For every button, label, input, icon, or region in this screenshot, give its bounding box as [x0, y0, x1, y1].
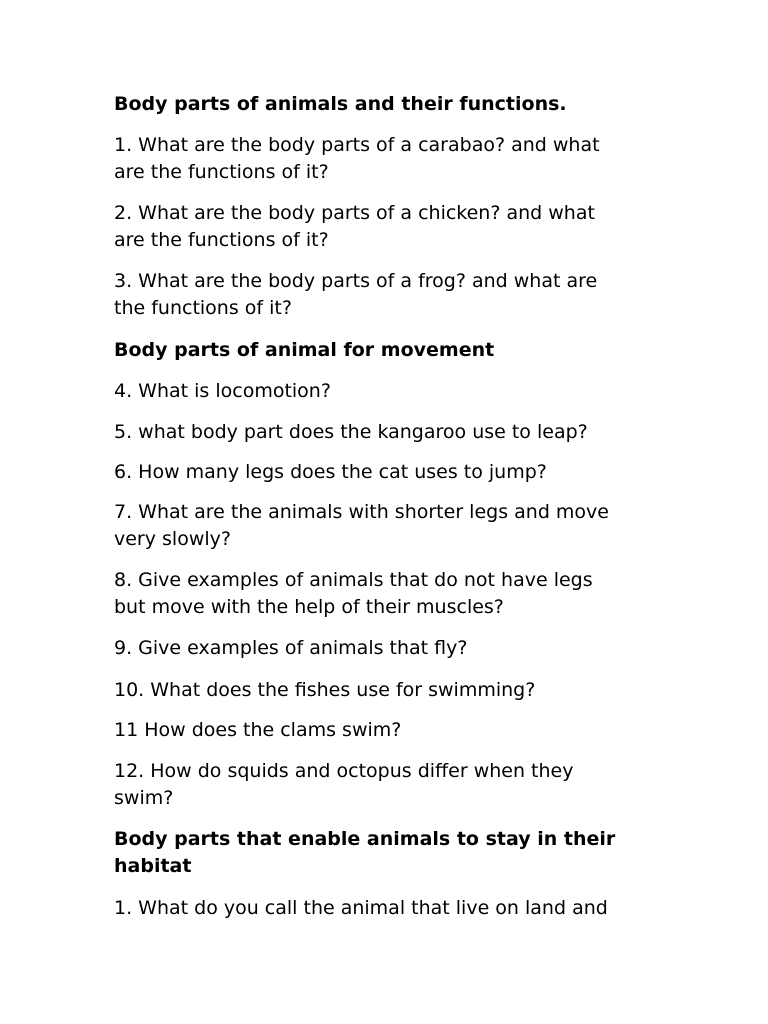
question-1-line-2: are the functions of it?	[114, 161, 329, 183]
question-6: 6. How many legs does the cat uses to jump?	[114, 461, 547, 483]
question-9: 9. Give examples of animals that fly?	[114, 637, 468, 659]
section-heading-habitat-line-1: Body parts that enable animals to stay in their	[114, 828, 616, 850]
question-8-line-2: but move with the help of their muscles?	[114, 596, 504, 618]
question-7-line-1: 7. What are the animals with shorter legs and move	[114, 501, 609, 523]
question-12-line-1: 12. How do squids and octopus differ when they	[114, 760, 574, 782]
question-2-line-2: are the functions of it?	[114, 229, 329, 251]
question-8-line-1: 8. Give examples of animals that do not have legs	[114, 569, 593, 591]
question-10: 10. What does the fishes use for swimming?	[114, 679, 536, 701]
section-heading-habitat-line-2: habitat	[114, 855, 192, 877]
question-3-line-1: 3. What are the body parts of a frog? and what are	[114, 270, 598, 292]
question-2-line-1: 2. What are the body parts of a chicken? and what	[114, 202, 595, 224]
question-3-line-2: the functions of it?	[114, 297, 292, 319]
question-7-line-2: very slowly?	[114, 528, 231, 550]
question-1-line-1: 1. What are the body parts of a carabao? and what	[114, 134, 600, 156]
question-5: 5. what body part does the kangaroo use to leap?	[114, 421, 588, 443]
question-4: 4. What is locomotion?	[114, 380, 331, 402]
section-heading-movement: Body parts of animal for movement	[114, 339, 495, 361]
question-11: 11 How does the clams swim?	[114, 719, 402, 741]
section-heading-functions: Body parts of animals and their functions.	[114, 93, 567, 115]
question-habitat-1: 1. What do you call the animal that live on land and	[114, 897, 608, 919]
question-12-line-2: swim?	[114, 787, 174, 809]
